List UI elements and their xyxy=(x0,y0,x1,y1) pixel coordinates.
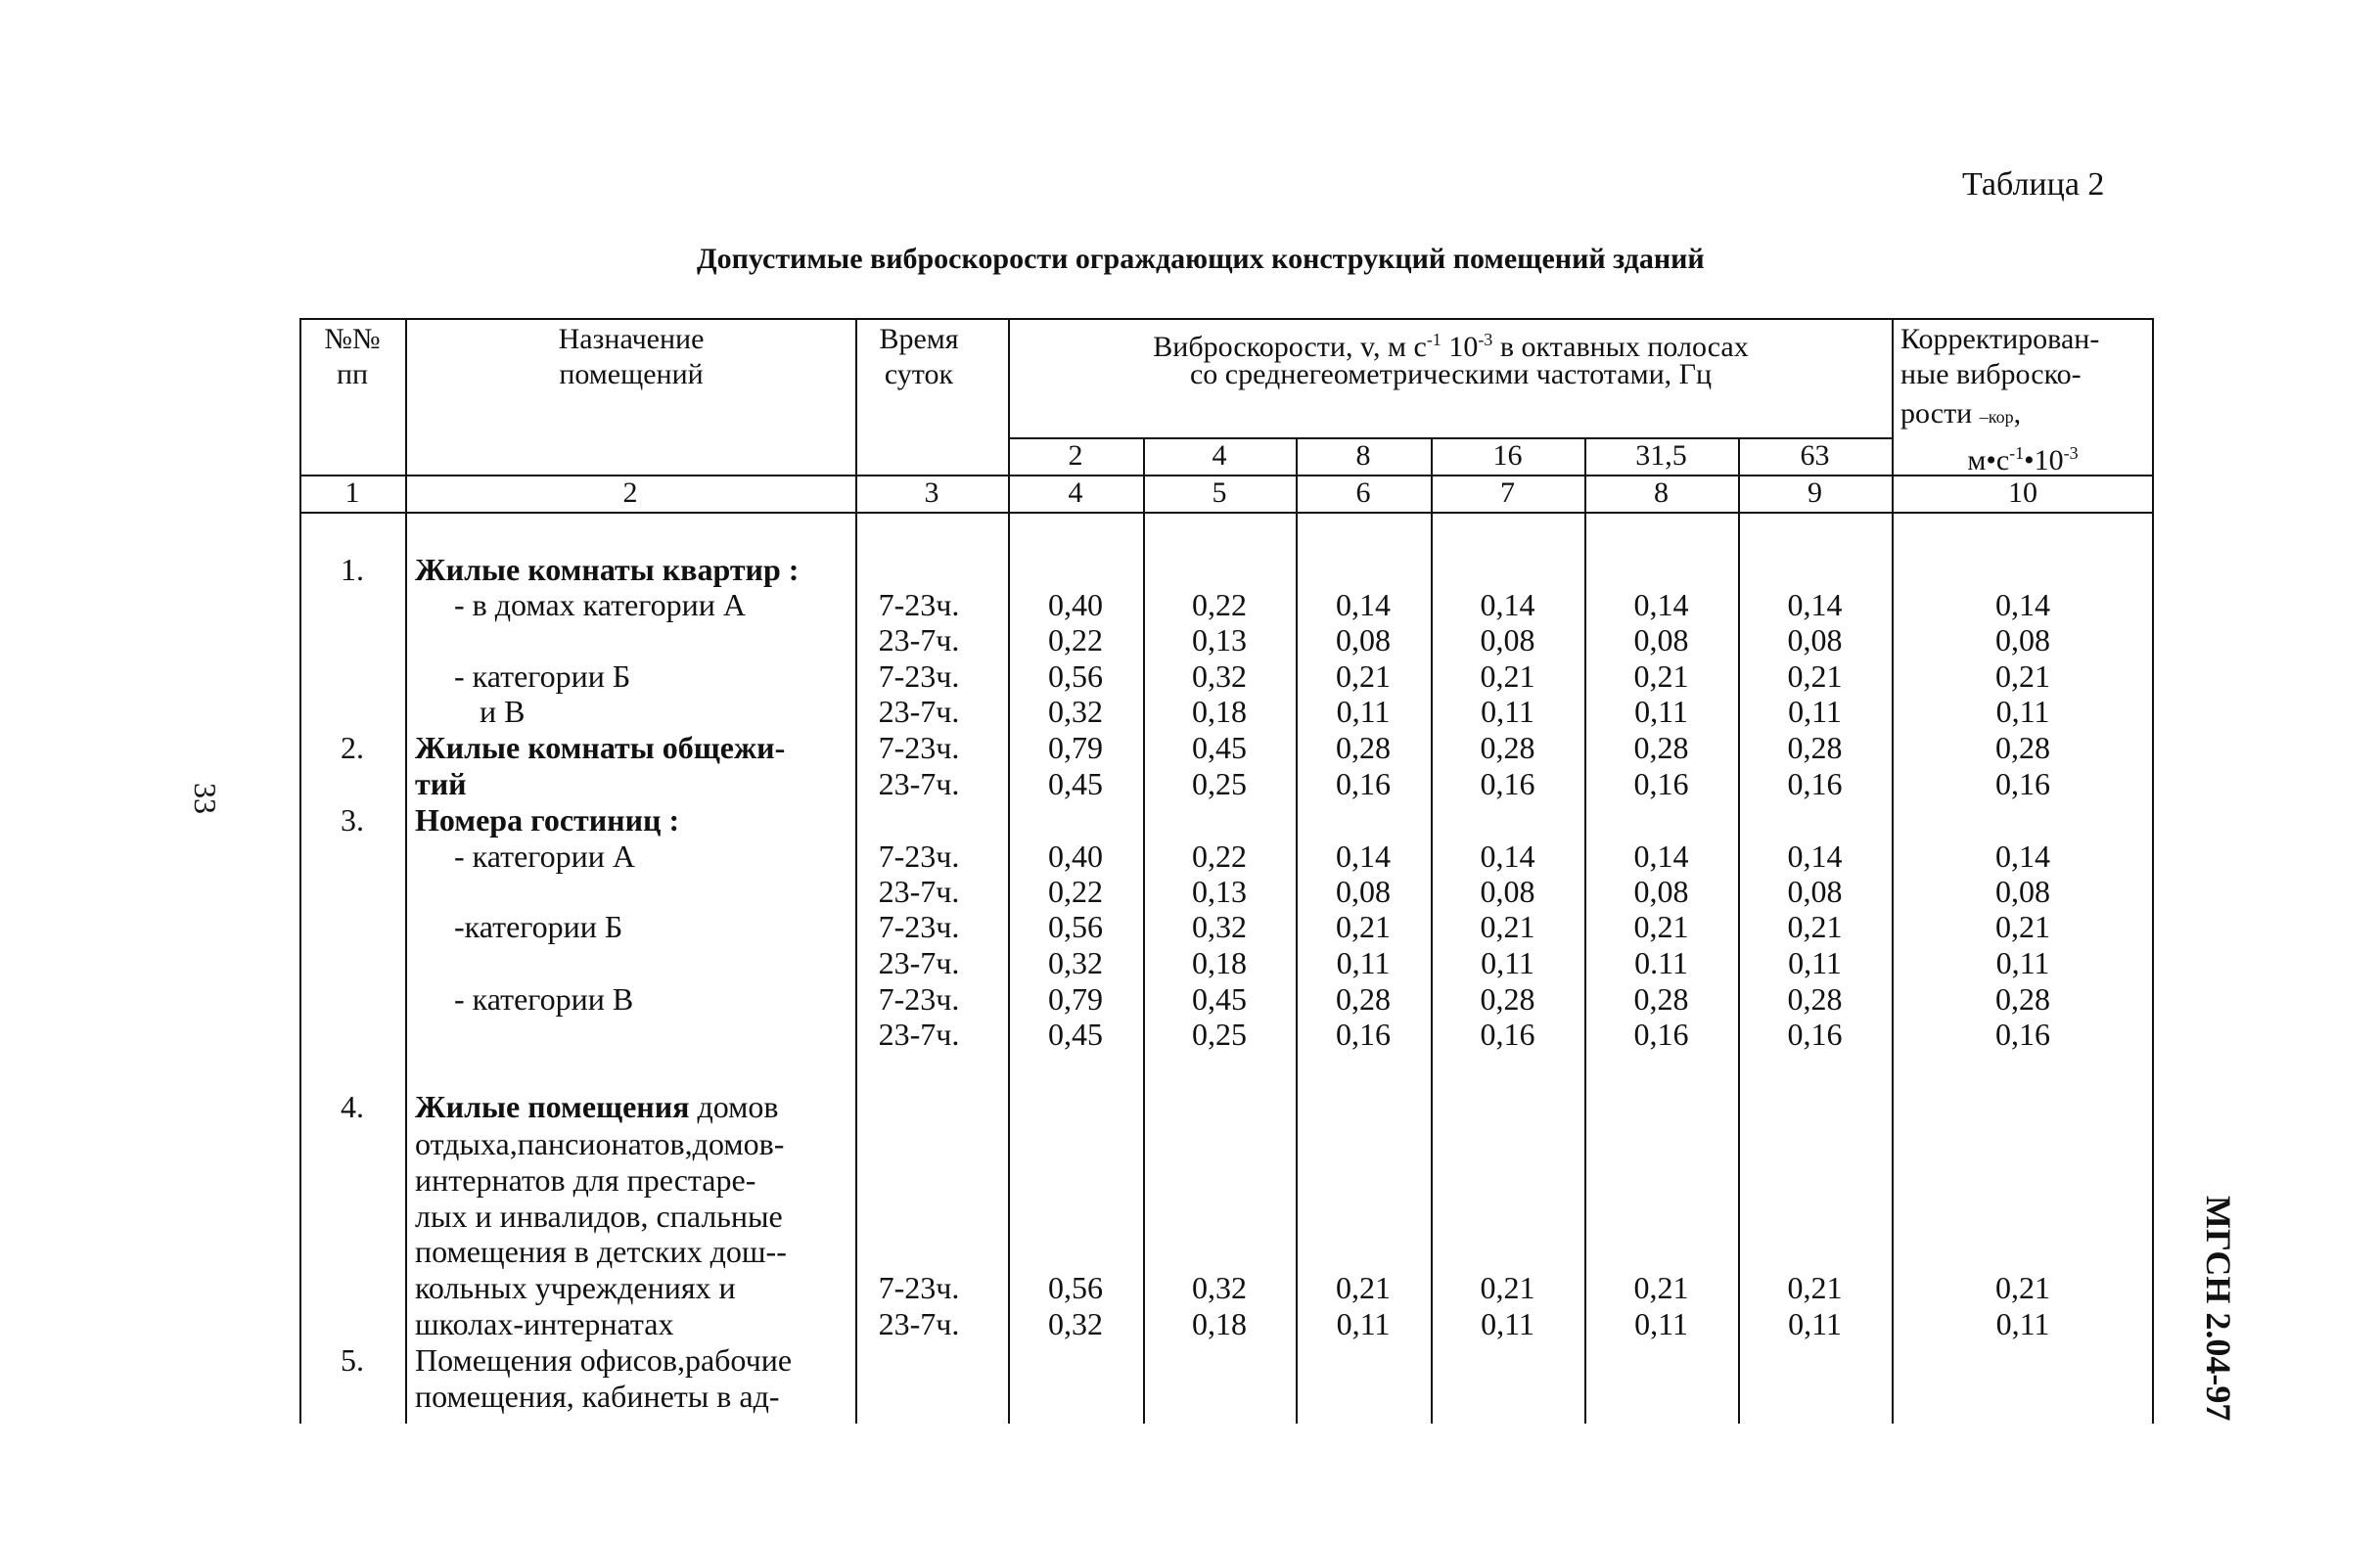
vibration-value: 0,21 xyxy=(1787,1270,1843,1305)
vibration-value: 0,22 xyxy=(1048,874,1103,909)
vibration-value: 0,56 xyxy=(1048,909,1103,944)
table-border-right xyxy=(2152,318,2154,1424)
vibration-value: 0,11 xyxy=(1788,1306,1842,1341)
vibration-value: 0,28 xyxy=(1787,981,1843,1017)
vibration-value: 0,11 xyxy=(1995,1306,2050,1341)
vibration-value: 0,40 xyxy=(1048,587,1103,622)
vibration-value: 0,21 xyxy=(1787,909,1843,944)
vibration-value: 0,28 xyxy=(1336,981,1391,1017)
time-of-day: 7-23ч. xyxy=(878,1270,960,1305)
vibration-value: 0,14 xyxy=(1633,838,1689,874)
row-name: - категории А xyxy=(454,838,635,874)
freq-label: 8 xyxy=(1355,439,1371,472)
column-number: 6 xyxy=(1355,476,1371,509)
row-number: 4. xyxy=(341,1089,364,1124)
page-number: 33 xyxy=(188,783,223,814)
vibration-value: 0,22 xyxy=(1192,587,1247,622)
row-number: 3. xyxy=(341,802,364,838)
header-vibration-line2: со среднегеометрическими частотами, Гц xyxy=(1189,358,1713,390)
vibration-value: 0,14 xyxy=(1633,587,1689,622)
vibration-value: 0,28 xyxy=(1995,730,2050,765)
row-name: Жилые комнаты квартир : xyxy=(415,552,800,587)
time-of-day: 7-23ч. xyxy=(878,730,960,765)
vibration-value: 0,16 xyxy=(1995,766,2050,801)
vibration-value: 0,18 xyxy=(1192,694,1247,729)
vibration-value: 0,40 xyxy=(1048,838,1103,874)
vibration-value: 0,79 xyxy=(1048,730,1103,765)
vibration-value: 0,28 xyxy=(1787,730,1843,765)
vibration-value: 0,16 xyxy=(1633,1017,1689,1052)
header-no-line2: пп xyxy=(336,358,369,390)
vibration-value: 0,11 xyxy=(1336,1306,1391,1341)
freq-label: 16 xyxy=(1492,439,1523,472)
vibration-value: 0,22 xyxy=(1192,838,1247,874)
row-name xyxy=(415,1088,778,1125)
time-of-day: 7-23ч. xyxy=(878,838,960,874)
row-name: - в домах категории А xyxy=(454,587,746,622)
time-of-day: 23-7ч. xyxy=(878,945,960,980)
row-name-bold: Жилые помещения xyxy=(415,1089,690,1124)
vibration-value: 0,22 xyxy=(1048,622,1103,657)
vibration-value: 0,16 xyxy=(1995,1017,2050,1052)
vibration-value: 0,21 xyxy=(1633,658,1689,694)
vibration-value: 0,21 xyxy=(1336,1270,1391,1305)
vibration-value: 0,25 xyxy=(1192,766,1247,801)
table-border-top xyxy=(299,318,2154,320)
row-name: тий xyxy=(415,766,467,801)
vibration-value: 0,21 xyxy=(1995,1270,2050,1305)
freq-label: 63 xyxy=(1800,439,1830,472)
vibration-value: 0,08 xyxy=(1995,622,2050,657)
row-name: - категории Б xyxy=(454,658,631,694)
freq-label: 31,5 xyxy=(1635,439,1687,472)
vibration-table xyxy=(299,318,2154,1424)
column-number: 3 xyxy=(924,476,939,509)
column-number: 10 xyxy=(2008,476,2037,509)
vibration-value: 0,25 xyxy=(1192,1017,1247,1052)
row-name-line: отдыха,пансионатов,домов- xyxy=(415,1126,785,1161)
vibration-value: 0,11 xyxy=(1481,694,1534,729)
vibration-value: 0,16 xyxy=(1336,766,1391,801)
vibration-value: 0,28 xyxy=(1633,730,1689,765)
vibration-value: 0,28 xyxy=(1336,730,1391,765)
vibration-value: 0,11 xyxy=(1788,945,1842,980)
vibration-value: 0,14 xyxy=(1480,587,1535,622)
vibration-value: 0,14 xyxy=(1995,587,2050,622)
row-name-line: помещения в детских дош-- xyxy=(415,1234,787,1269)
vibration-value: 0,56 xyxy=(1048,658,1103,694)
row-number: 2. xyxy=(341,730,364,765)
column-number: 8 xyxy=(1654,476,1669,509)
row-name-line: интернатов для престаре- xyxy=(415,1162,756,1198)
header-name-line2: помещений xyxy=(559,358,704,390)
column-number: 9 xyxy=(1808,476,1822,509)
vibration-value: 0,11 xyxy=(1788,694,1842,729)
row-number: 5. xyxy=(341,1342,364,1378)
vibration-value: 0,32 xyxy=(1192,1270,1247,1305)
vibration-value: 0,16 xyxy=(1480,1017,1535,1052)
vibration-value: 0,32 xyxy=(1048,1306,1103,1341)
vibration-value: 0,21 xyxy=(1480,1270,1535,1305)
header-divider xyxy=(299,512,2154,514)
row-name-line: лых и инвалидов, спальные xyxy=(415,1199,783,1234)
row-name: Номера гостиниц : xyxy=(415,802,680,838)
column-number: 4 xyxy=(1068,476,1083,509)
vibration-value: 0,08 xyxy=(1336,874,1391,909)
header-corrected-line1: Корректирован- xyxy=(1900,323,2100,355)
header-corrected-line3: рости –кор, xyxy=(1900,397,2022,430)
vibration-value: 0,13 xyxy=(1192,874,1247,909)
vibration-value: 0,45 xyxy=(1048,1017,1103,1052)
vibration-value: 0,14 xyxy=(1787,587,1843,622)
vibration-value: 0,56 xyxy=(1048,1270,1103,1305)
time-of-day: 7-23ч. xyxy=(878,587,960,622)
column-number: 7 xyxy=(1500,476,1515,509)
vibration-value: 0,14 xyxy=(1336,587,1391,622)
row-name-rest: домов xyxy=(689,1089,779,1124)
header-corrected-unit: $м•с^{-1}•10^{-3}$ xyxy=(1967,443,2079,476)
header-time-line1: Время xyxy=(879,323,959,355)
vibration-value: 0,16 xyxy=(1633,766,1689,801)
vibration-value: 0,18 xyxy=(1192,1306,1247,1341)
vibration-value: 0.11 xyxy=(1634,945,1688,980)
header-name-line1: Назначение xyxy=(558,323,705,355)
vibration-value: 0,14 xyxy=(1995,838,2050,874)
vibration-value: 0,21 xyxy=(1995,658,2050,694)
vibration-value: 0,11 xyxy=(1336,945,1391,980)
row-name-line: Помещения офисов,рабочие xyxy=(415,1342,793,1378)
vibration-value: 0,21 xyxy=(1480,658,1535,694)
vibration-value: 0,21 xyxy=(1633,1270,1689,1305)
time-of-day: 7-23ч. xyxy=(878,909,960,944)
vibration-value: 0,32 xyxy=(1048,945,1103,980)
vibration-value: 0,16 xyxy=(1336,1017,1391,1052)
vibration-value: 0,21 xyxy=(1480,909,1535,944)
vibration-value: 0,11 xyxy=(1634,1306,1688,1341)
vibration-value: 0,08 xyxy=(1633,874,1689,909)
header-time-line2: суток xyxy=(884,358,954,390)
vibration-value: 0,32 xyxy=(1192,658,1247,694)
vibration-value: 0,21 xyxy=(1787,658,1843,694)
row-name: Жилые комнаты общежи- xyxy=(415,730,786,765)
vibration-value: 0,08 xyxy=(1633,622,1689,657)
vibration-value: 0,28 xyxy=(1480,730,1535,765)
vibration-value: 0,08 xyxy=(1480,622,1535,657)
time-of-day: 23-7ч. xyxy=(878,1017,960,1052)
vibration-value: 0,28 xyxy=(1480,981,1535,1017)
vibration-value: 0,21 xyxy=(1336,909,1391,944)
vibration-value: 0,08 xyxy=(1995,874,2050,909)
row-name-line: кольных учреждениях и xyxy=(415,1270,736,1305)
row-number: 1. xyxy=(341,552,364,587)
time-of-day: 7-23ч. xyxy=(878,658,960,694)
vibration-value: 0,14 xyxy=(1336,838,1391,874)
row-name: - категории В xyxy=(454,981,634,1017)
vibration-value: 0,32 xyxy=(1048,694,1103,729)
time-of-day: 23-7ч. xyxy=(878,694,960,729)
vibration-value: 0,18 xyxy=(1192,945,1247,980)
vibration-value: 0,14 xyxy=(1787,838,1843,874)
vibration-value: 0,08 xyxy=(1336,622,1391,657)
vibration-value: 0,45 xyxy=(1048,766,1103,801)
column-number: 5 xyxy=(1212,476,1227,509)
vibration-value: 0,11 xyxy=(1634,694,1688,729)
vibration-value: 0,11 xyxy=(1481,1306,1534,1341)
row-name: -категории Б xyxy=(454,909,623,944)
time-of-day: 23-7ч. xyxy=(878,874,960,909)
column-number: 1 xyxy=(344,476,360,509)
vibration-value: 0,21 xyxy=(1995,909,2050,944)
vibration-value: 0,16 xyxy=(1480,766,1535,801)
header-corrected-line2: ные виброско- xyxy=(1900,358,2082,390)
vibration-value: 0,21 xyxy=(1633,909,1689,944)
table-title: Допустимые виброскорости ограждающих конструкций помещений зданий xyxy=(697,243,1705,275)
vibration-value: 0,08 xyxy=(1480,874,1535,909)
freq-label: 4 xyxy=(1212,439,1227,472)
row-name: и В xyxy=(480,694,526,729)
vibration-value: 0,11 xyxy=(1995,945,2050,980)
vibration-value: 0,11 xyxy=(1481,945,1534,980)
table-number: Таблица 2 xyxy=(1962,166,2105,203)
vibration-value: 0,79 xyxy=(1048,981,1103,1017)
time-of-day: 23-7ч. xyxy=(878,1306,960,1341)
vibration-value: 0,11 xyxy=(1995,694,2050,729)
vibration-value: 0,21 xyxy=(1336,658,1391,694)
vibration-value: 0,28 xyxy=(1633,981,1689,1017)
vibration-value: 0,32 xyxy=(1192,909,1247,944)
vibration-value: 0,13 xyxy=(1192,622,1247,657)
row-name-line: школах-интернатах xyxy=(415,1306,674,1341)
header-no-line1: №№ xyxy=(324,323,381,355)
vibration-value: 0,14 xyxy=(1480,838,1535,874)
vibration-value: 0,28 xyxy=(1995,981,2050,1017)
vibration-value: 0,16 xyxy=(1787,766,1843,801)
vibration-value: 0,08 xyxy=(1787,622,1843,657)
time-of-day: 23-7ч. xyxy=(878,766,960,801)
vibration-value: 0,08 xyxy=(1787,874,1843,909)
header-vibration-line1: Виброскорости, v, м $c^{-1}$ $10^{-3}$ в октавных полосах xyxy=(1153,330,1749,363)
vibration-value: 0,11 xyxy=(1336,694,1391,729)
vibration-value: 0,16 xyxy=(1787,1017,1843,1052)
time-of-day: 7-23ч. xyxy=(878,981,960,1017)
document-code: МГСН 2.04-97 xyxy=(2199,1196,2238,1422)
freq-label: 2 xyxy=(1068,439,1083,472)
vibration-value: 0,45 xyxy=(1192,981,1247,1017)
vibration-value: 0,45 xyxy=(1192,730,1247,765)
row-name-line: помещения, кабинеты в ад- xyxy=(415,1379,780,1414)
column-number: 2 xyxy=(622,476,638,509)
time-of-day: 23-7ч. xyxy=(878,622,960,657)
